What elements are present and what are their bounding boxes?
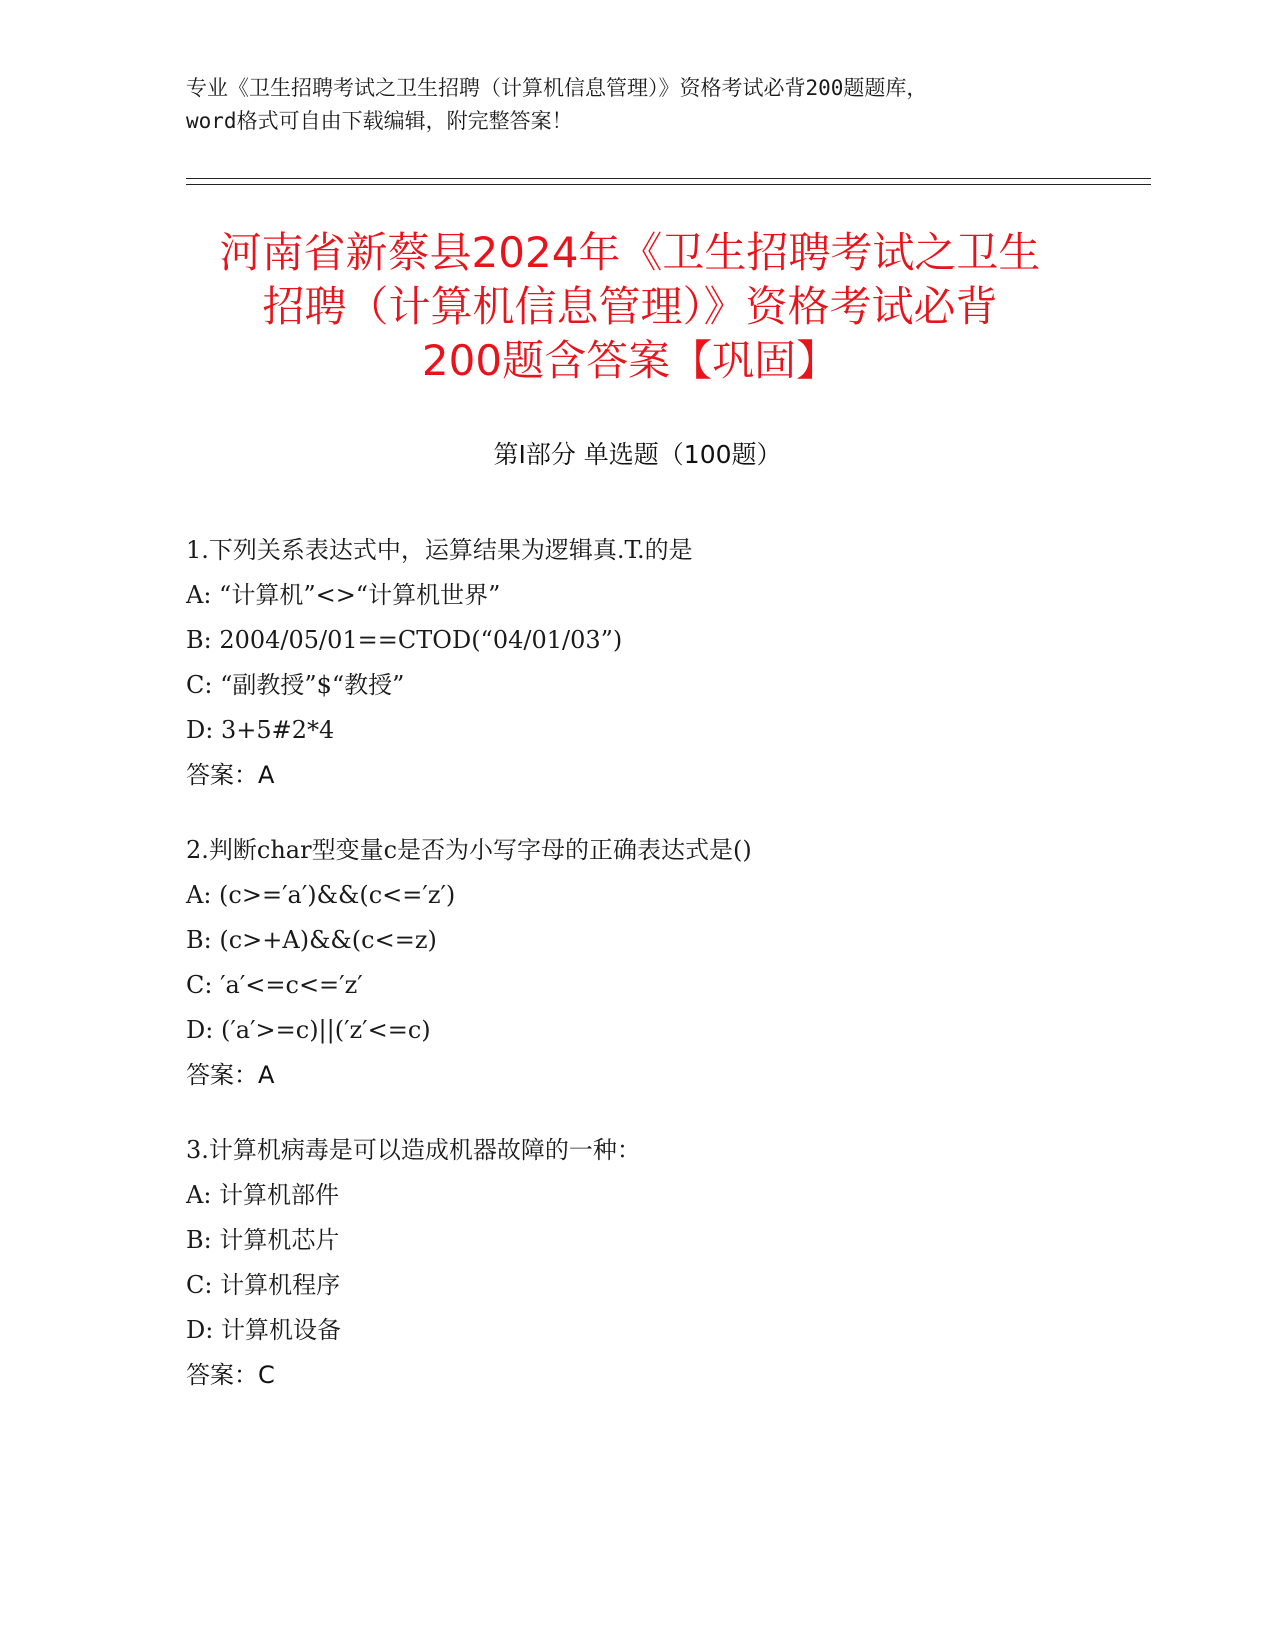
question-item: [186, 1128, 1136, 1398]
title-line-2: 招聘（计算机信息管理）》资格考试必背: [262, 282, 998, 331]
header-note-line-2: word格式可自由下载编辑，附完整答案！: [186, 109, 573, 133]
question-item: [186, 828, 1136, 1098]
document-title: [160, 226, 1100, 388]
header-note: [186, 72, 1086, 138]
title-line-3: 200题含答案【巩固】: [421, 336, 839, 385]
header-rule-bottom: [186, 184, 1151, 185]
option-d: D: 计算机设备: [186, 1316, 341, 1344]
header-note-line-1: 专业《卫生招聘考试之卫生招聘（计算机信息管理）》资格考试必背200题题库，: [186, 76, 928, 100]
question-stem: 1.下列关系表达式中，运算结果为逻辑真.T.的是: [186, 536, 693, 564]
option-b: B: (c>+A)&&(c<=z): [186, 926, 437, 954]
header-rule-top: [186, 178, 1151, 179]
option-b: B: 2004/05/01==CTOD(“04/01/03”): [186, 626, 623, 654]
title-line-1: 河南省新蔡县2024年《卫生招聘考试之卫生: [219, 228, 1041, 277]
question-stem: 3.计算机病毒是可以造成机器故障的一种：: [186, 1136, 641, 1164]
option-d: D: 3+5#2*4: [186, 716, 335, 744]
option-c: C: “副教授”$“教授”: [186, 671, 405, 699]
option-a: A: “计算机”<>“计算机世界”: [186, 581, 501, 609]
answer-line: 答案：A: [186, 1061, 275, 1089]
question-list: [186, 528, 1136, 1428]
section-heading: 第Ⅰ部分 单选题（100题）: [493, 440, 782, 469]
option-c: C: ′a′<=c<=′z′: [186, 971, 363, 999]
option-d: D: (′a′>=c)||(′z′<=c): [186, 1016, 431, 1044]
answer-line: 答案：A: [186, 761, 275, 789]
option-a: A: (c>=′a′)&&(c<=′z′): [186, 881, 456, 909]
answer-line: 答案：C: [186, 1361, 275, 1389]
option-b: B: 计算机芯片: [186, 1226, 340, 1254]
option-c: C: 计算机程序: [186, 1271, 341, 1299]
option-a: A: 计算机部件: [186, 1181, 340, 1209]
question-item: [186, 528, 1136, 798]
question-stem: 2.判断char型变量c是否为小写字母的正确表达式是(): [186, 836, 752, 864]
